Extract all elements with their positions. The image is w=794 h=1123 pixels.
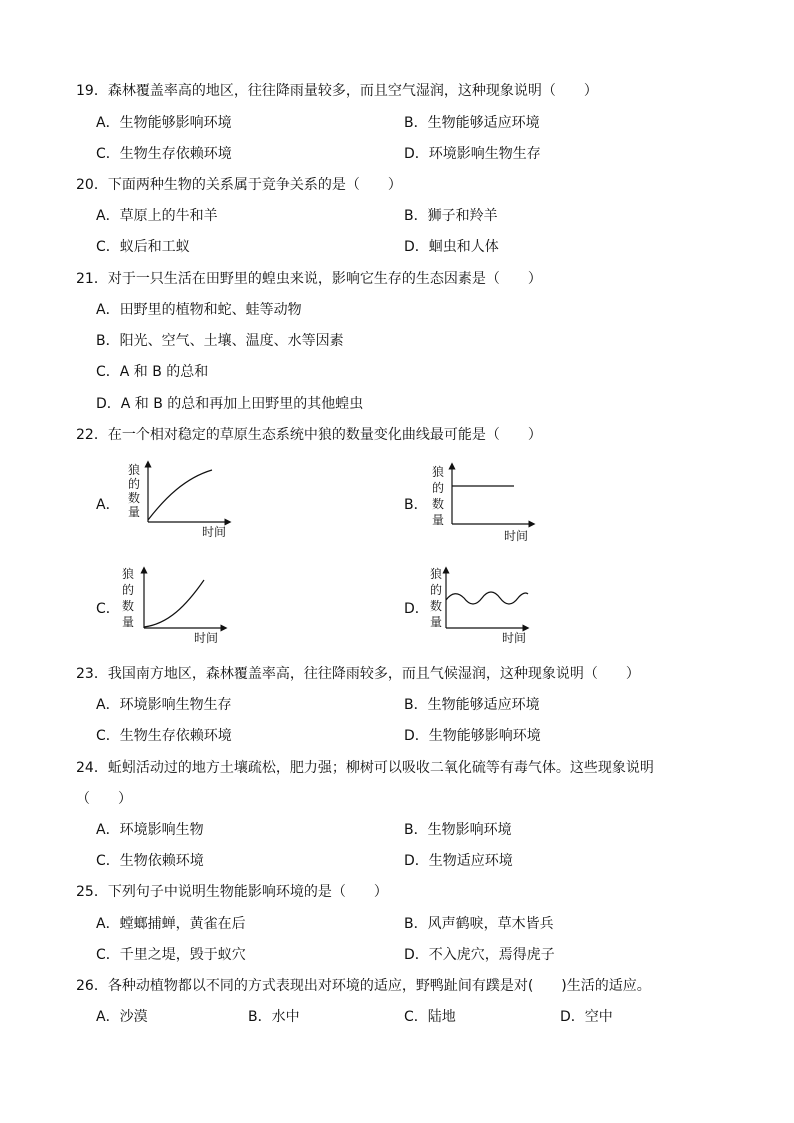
question-25: 25．下列句子中说明生物能影响环境的是（ ） (76, 884, 388, 900)
graph-b-ylabel-2: 的 (432, 481, 445, 495)
q22-option-a[interactable]: A． (96, 497, 120, 513)
question-19: 19．森林覆盖率高的地区，往往降雨量较多，而且空气湿润，这种现象说明（ ） (76, 83, 598, 99)
graph-d-ylabel-3: 数 (430, 599, 443, 613)
q21-option-d[interactable]: D．A 和 B 的总和再加上田野里的其他蝗虫 (96, 396, 364, 412)
q21-option-c[interactable]: C．A 和 B 的总和 (96, 364, 209, 380)
q24-option-d[interactable]: D．生物适应环境 (404, 853, 513, 869)
graph-b-ylabel-3: 数 (432, 497, 445, 511)
q25-option-b[interactable]: B．风声鹤唳，草木皆兵 (404, 916, 554, 932)
q20-option-a[interactable]: A．草原上的牛和羊 (96, 208, 218, 224)
graph-d-ylabel-1: 狼 (430, 567, 443, 581)
graph-a-ylabel-4: 量 (128, 505, 141, 519)
question-22: 22．在一个相对稳定的草原生态系统中狼的数量变化曲线最可能是（ ） (76, 427, 542, 443)
q23-option-d[interactable]: D．生物能够影响环境 (404, 728, 541, 744)
q25-option-d[interactable]: D．不入虎穴，焉得虎子 (404, 947, 555, 963)
q23-option-b[interactable]: B．生物能够适应环境 (404, 697, 540, 713)
q24-option-a[interactable]: A．环境影响生物 (96, 822, 204, 838)
q22-option-b[interactable]: B． (404, 497, 428, 513)
q21-option-b[interactable]: B．阳光、空气、土壤、温度、水等因素 (96, 333, 344, 349)
q19-option-a[interactable]: A．生物能够影响环境 (96, 115, 232, 131)
q19-option-d[interactable]: D．环境影响生物生存 (404, 146, 541, 162)
graph-c-ylabel-3: 数 (122, 599, 135, 613)
question-21: 21．对于一只生活在田野里的蝗虫来说，影响它生存的生态因素是（ ） (76, 271, 542, 287)
graph-c-xlabel: 时间 (194, 631, 219, 645)
q26-option-d[interactable]: D．空中 (560, 1009, 613, 1025)
graph-c-ylabel-2: 的 (122, 583, 135, 597)
q26-option-c[interactable]: C．陆地 (404, 1009, 456, 1025)
graph-d-xlabel: 时间 (502, 631, 527, 645)
q22-option-c[interactable]: C． (96, 601, 120, 617)
question-24-paren: （ ） (76, 791, 132, 807)
q26-option-a[interactable]: A．沙漠 (96, 1009, 148, 1025)
q19-option-b[interactable]: B．生物能够适应环境 (404, 115, 540, 131)
graph-a-curve (148, 470, 212, 520)
graph-d-curve (446, 592, 528, 604)
q23-option-a[interactable]: A．环境影响生物生存 (96, 697, 232, 713)
graph-b-ylabel-4: 量 (432, 513, 445, 527)
graph-c-ylabel-4: 量 (122, 615, 135, 629)
q22-option-d[interactable]: D． (404, 601, 429, 617)
graph-a (120, 460, 240, 544)
q24-option-c[interactable]: C．生物依赖环境 (96, 853, 204, 869)
q20-option-d[interactable]: D．蛔虫和人体 (404, 239, 499, 255)
question-20: 20．下面两种生物的关系属于竞争关系的是（ ） (76, 177, 402, 193)
q25-option-c[interactable]: C．千里之堤，毁于蚁穴 (96, 947, 246, 963)
graph-c (118, 566, 238, 652)
q21-option-a[interactable]: A．田野里的植物和蛇、蛙等动物 (96, 302, 302, 318)
question-24: 24．蚯蚓活动过的地方土壤疏松，肥力强；柳树可以吸收二氧化硫等有毒气体。这些现象说明 (76, 760, 654, 776)
graph-d-ylabel-4: 量 (430, 615, 443, 629)
q23-option-c[interactable]: C．生物生存依赖环境 (96, 728, 232, 744)
graph-c-curve (144, 580, 204, 627)
graph-a-ylabel-2: 的 (128, 477, 141, 491)
q24-option-b[interactable]: B．生物影响环境 (404, 822, 512, 838)
graph-c-ylabel-1: 狼 (122, 567, 135, 581)
q25-option-a[interactable]: A．螳螂捕蝉，黄雀在后 (96, 916, 246, 932)
q19-option-c[interactable]: C．生物生存依赖环境 (96, 146, 232, 162)
graph-b-ylabel-1: 狼 (432, 465, 445, 479)
q26-option-b[interactable]: B．水中 (248, 1009, 300, 1025)
graph-d (428, 566, 548, 652)
question-23: 23．我国南方地区，森林覆盖率高，往往降雨较多，而且气候湿润，这种现象说明（ ） (76, 666, 640, 682)
graph-d-ylabel-2: 的 (430, 583, 443, 597)
graph-a-xlabel: 时间 (202, 525, 227, 539)
graph-b-xlabel: 时间 (504, 529, 529, 543)
question-26: 26．各种动植物都以不同的方式表现出对环境的适应，野鸭趾间有蹼是对( )生活的适应。 (76, 978, 651, 994)
graph-a-ylabel-3: 数 (128, 491, 141, 505)
q20-option-b[interactable]: B．狮子和羚羊 (404, 208, 498, 224)
q20-option-c[interactable]: C．蚁后和工蚁 (96, 239, 190, 255)
graph-b (428, 462, 548, 550)
graph-a-ylabel-1: 狼 (128, 463, 141, 477)
